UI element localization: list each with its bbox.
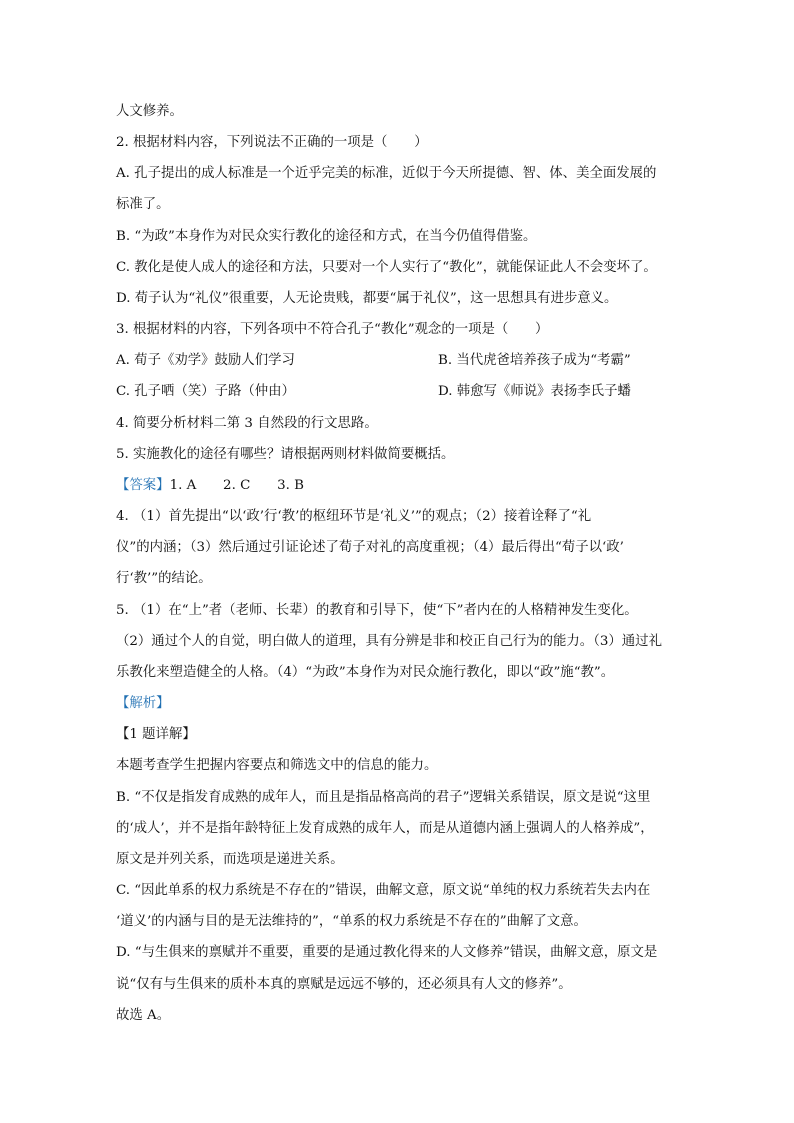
- q3-option-c: C. 孔子哂（笑）子路（仲由）: [116, 384, 295, 399]
- q3-option-d: D. 韩愈写《师说》表扬李氏子蟠: [438, 384, 631, 399]
- answer-line: [116, 477, 686, 495]
- option-line: D. 荀子认为“礼仪”很重要，人无论贵贱，都要“属于礼仪”，这一思想具有进步意义。: [116, 291, 618, 306]
- final-answer-line: 故选 A。: [116, 1008, 171, 1023]
- q3-option-b: B. 当代虎爸培养孩子成为“考霸”: [438, 353, 631, 368]
- option-line: C. 教化是使人成人的途径和方法，只要对一个人实行了“教化”，就能保证此人不会变坏了。: [116, 260, 657, 275]
- question-5: 5. 实施教化的途径有哪些？请根据两则材料做简要概括。: [116, 447, 455, 462]
- option-line: 标准了。: [116, 197, 170, 212]
- explanation-line: 说“仅有与生俱来的质朴本真的禀赋是远远不够的，还必须具有人文的修养”。: [116, 977, 572, 992]
- answer-4-line: 仪”的内涵；（3）然后通过引证论述了荀子对礼的高度重视；（4）最后得出“荀子以‘政’: [116, 540, 624, 555]
- answer-4-line: 行‘教’”的结论。: [116, 571, 212, 586]
- question-2: 2. 根据材料内容，下列说法不正确的一项是（ ）: [116, 135, 428, 150]
- question-4: 4. 简要分析材料二第 3 自然段的行文思路。: [116, 416, 378, 431]
- explanation-line: 的‘成人’，并不是指年龄特征上发育成熟的成年人，而是从道德内涵上强调人的人格养成”，: [116, 821, 654, 836]
- explanation-line: C. “因此单系的权力系统是不存在的”错误，曲解文意，原文说“单纯的权力系统若失去内在: [116, 883, 651, 898]
- explanation-line: 本题考查学生把握内容要点和筛选文中的信息的能力。: [116, 758, 438, 773]
- q3-option-a: A. 荀子《劝学》鼓励人们学习: [116, 353, 295, 368]
- answer-text: 1. A 2. C 3. B: [169, 478, 304, 493]
- option-line: A. 孔子提出的成人标准是一个近乎完美的标准，近似于今天所提德、智、体、美全面发展的: [116, 166, 657, 181]
- answer-label: 【答案】: [116, 478, 170, 493]
- explanation-line: 原文是并列关系，而选项是递进关系。: [116, 852, 344, 867]
- text-line: 人文修养。: [116, 104, 183, 119]
- option-line: B. “为政”本身作为对民众实行教化的途径和方式，在当今仍值得借鉴。: [116, 229, 537, 244]
- explanation-line: ‘道义’的内涵与目的是无法维持的”，“单系的权力系统是不存在的”曲解了文意。: [116, 914, 587, 929]
- answer-5-line: 乐教化来塑造健全的人格。（4）“为政”本身作为对民众施行教化，即以“政”施“教”。: [116, 665, 615, 680]
- explanation-line: D. “与生俱来的禀赋并不重要，重要的是通过教化得来的人文修养”错误，曲解文意，原文是: [116, 945, 658, 960]
- analysis-label: 【解析】: [116, 696, 170, 711]
- answer-4-line: 4. （1）首先提出“以‘政’行‘教’的枢纽环节是‘礼义’”的观点；（2）接着诠释了“礼: [116, 509, 592, 524]
- detail-label: 【1 题详解】: [116, 727, 196, 742]
- answer-5-line: 5. （1）在“上”者（老师、长辈）的教育和引导下，使“下”者内在的人格精神发生变化。: [116, 603, 638, 618]
- question-3: 3. 根据材料的内容，下列各项中不符合孔子“教化”观念的一项是（ ）: [116, 322, 549, 337]
- explanation-line: B. “不仅是指发育成熟的成年人，而且是指品格高尚的君子”逻辑关系错误，原文是说“这里: [116, 790, 651, 805]
- answer-5-line: （2）通过个人的自觉，明白做人的道理，具有分辨是非和校正自己行为的能力。（3）通过礼: [116, 634, 662, 649]
